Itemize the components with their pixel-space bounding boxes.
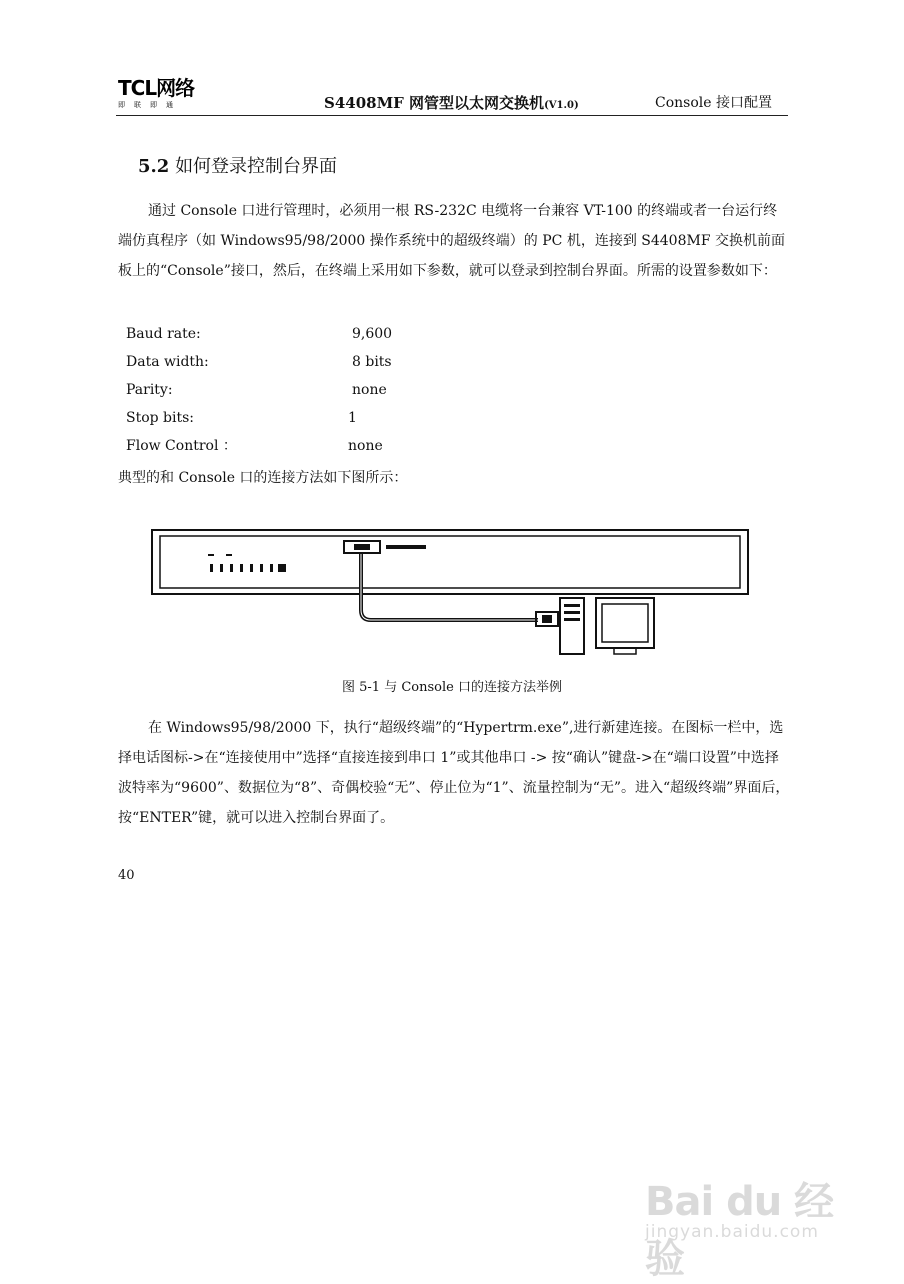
param-value: 8 bits	[352, 354, 392, 370]
header-title-text: S4408MF 网管型以太网交换机	[324, 94, 545, 112]
logo-main-text: TCL网络	[118, 76, 195, 100]
baidu-watermark	[645, 1150, 855, 1282]
logo-sub-text: 即联即通	[118, 101, 182, 109]
console-cable	[361, 554, 538, 620]
header-title	[324, 92, 579, 113]
pc-tower	[560, 598, 584, 654]
param-key: Stop bits:	[126, 410, 195, 426]
connection-note: 典型的和 Console 口的连接方法如下图所示：	[118, 470, 408, 486]
section-heading	[138, 152, 337, 178]
intro-paragraph: 通过 Console 口进行管理时，必须用一根 RS-232C 电缆将一台兼容 VT-100 的终端或者一台运行终端仿真程序（如 Windows95/98/2000 操作系统中的超级终端）的 PC 机，连接到 S4408MF 交换机前面板上的“Console”接口，然后，在终端上采用如下参数，就可以登录到控制台界面。所需的设置参数如下：	[118, 203, 785, 279]
header-divider	[116, 115, 788, 116]
section-title: 如何登录控制台界面	[175, 156, 338, 177]
db9-connector	[536, 612, 558, 626]
param-value: 1	[348, 410, 357, 426]
param-key: Baud rate:	[126, 326, 201, 342]
header-section-label: Console 接口配置	[655, 95, 772, 111]
console-port	[344, 541, 426, 553]
param-value: none	[352, 382, 387, 398]
pc-monitor	[596, 598, 654, 654]
param-key: Data width:	[126, 354, 209, 370]
section-number: 5.2	[138, 156, 170, 177]
tcl-logo	[118, 78, 218, 110]
param-value: 9,600	[352, 326, 393, 342]
port-led-group	[208, 554, 286, 572]
figure-caption: 图 5-1 与 Console 口的连接方法举例	[342, 680, 562, 695]
page-number: 40	[118, 868, 135, 883]
header-version: (V1.0)	[544, 100, 579, 111]
param-value: none	[348, 438, 383, 454]
connection-diagram	[150, 528, 750, 668]
param-key: Flow Control ：	[126, 438, 237, 454]
hyperterminal-paragraph: 在 Windows95/98/2000 下，执行“超级终端”的“Hypertrm.exe”,进行新建连接。在图标一栏中，选择电话图标->在“连接使用中”选择“直接连接到串口 1”或其他串口 -> 按“确认”键盘->在“端口设置”中选择波特率为“9600”、数据位为“8”、奇偶校验“无”、停止位为“1”、流量控制为“无”。进入“超级终端”界面后，按“ENTER”键，就可以进入控制台界面了。	[118, 720, 790, 826]
param-key: Parity:	[126, 382, 173, 398]
watermark-url: jingyan.baidu.com	[645, 1222, 819, 1242]
switch-chassis	[152, 530, 748, 594]
watermark-logo: Bai du 经验	[645, 1179, 834, 1282]
